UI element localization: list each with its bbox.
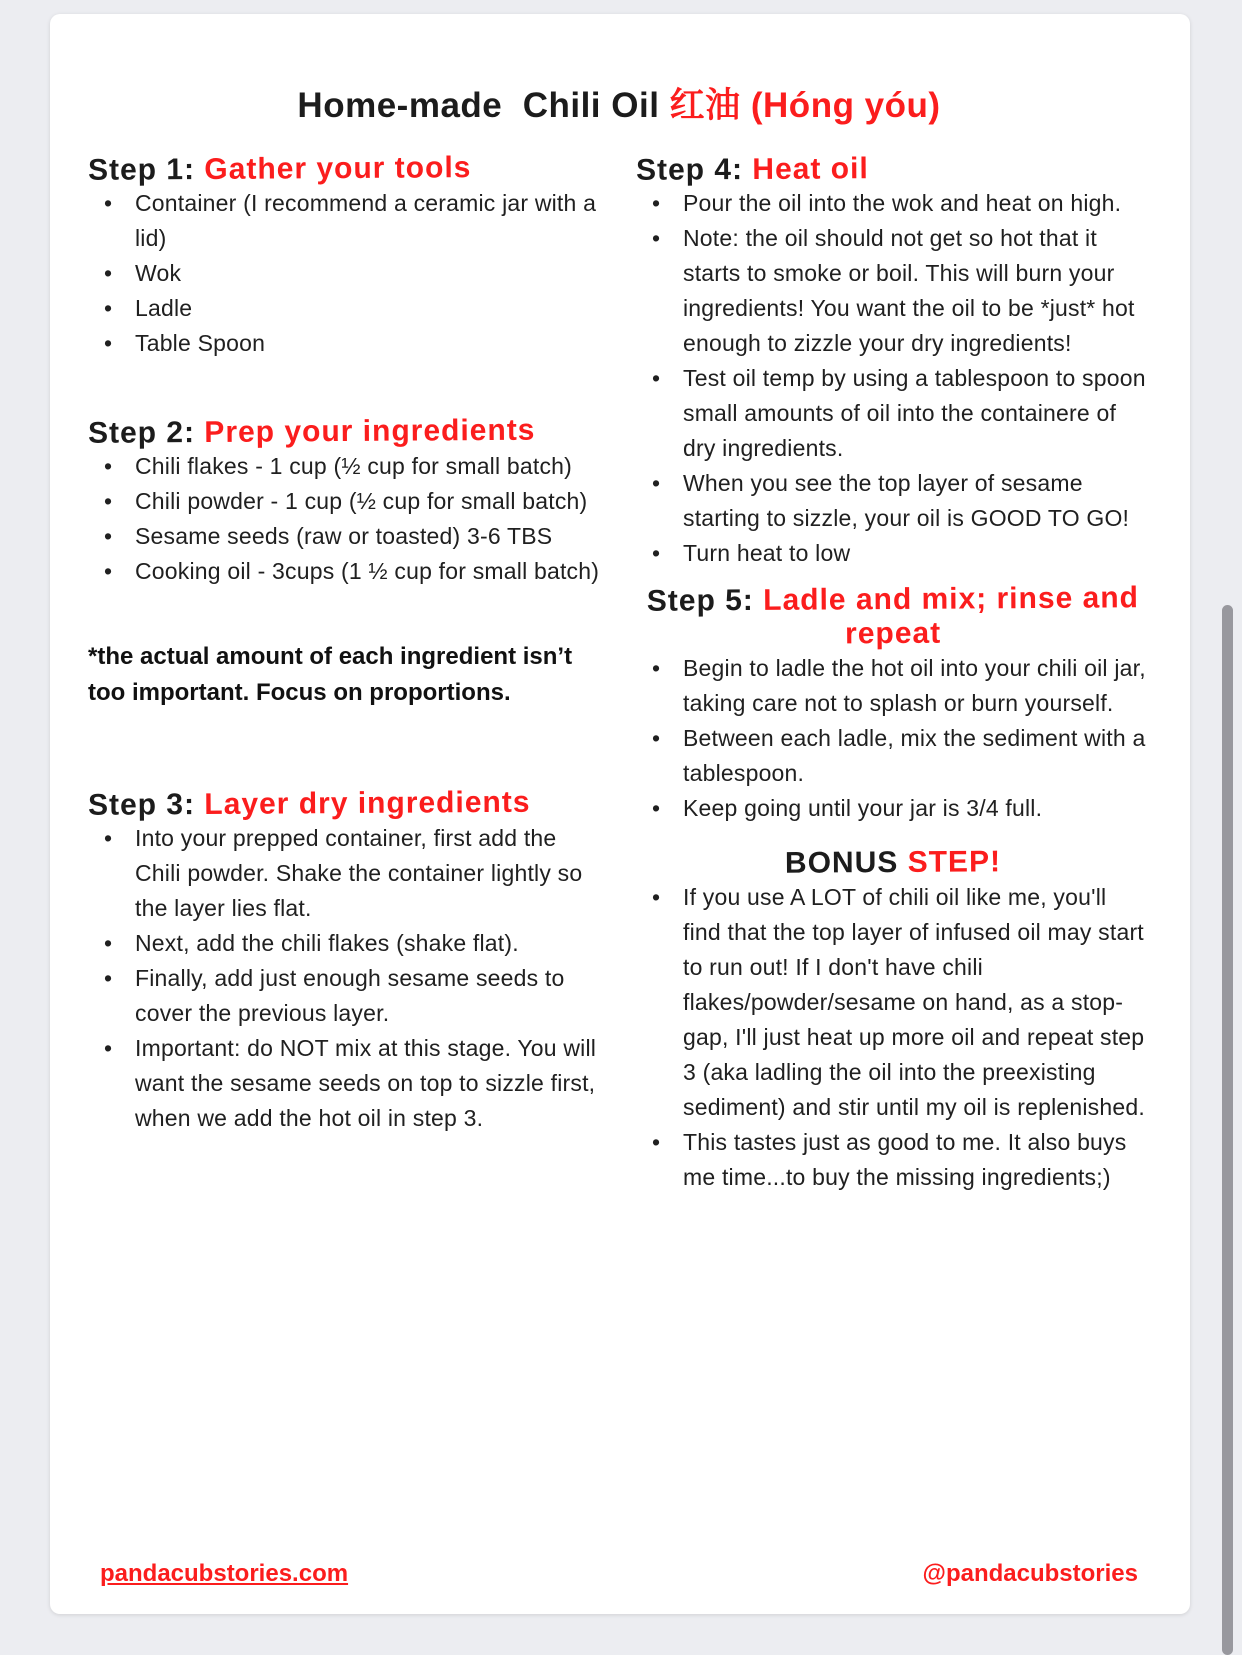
two-column-layout bbox=[88, 152, 1150, 1195]
list-item: • This tastes just as good to me. It also buys me time...to buy the missing ingredients;) bbox=[652, 1125, 1150, 1195]
bonus-name: STEP! bbox=[898, 845, 1002, 879]
list-item: • Into your prepped container, first add the Chili powder. Shake the container lightly so the layer lies flat. bbox=[104, 821, 602, 926]
step3-list bbox=[88, 821, 602, 1136]
step4-name: Heat oil bbox=[742, 152, 869, 187]
step5-label: Step 5: bbox=[646, 583, 754, 618]
list-item: • Pour the oil into the wok and heat on high. bbox=[652, 186, 1150, 221]
step1-name: Gather your tools bbox=[194, 151, 472, 187]
list-item: • Next, add the chili flakes (shake flat). bbox=[104, 926, 602, 961]
step2-label: Step 2: bbox=[87, 416, 196, 450]
step4-list bbox=[636, 186, 1150, 571]
list-item: • Cooking oil - 3cups (1 ½ cup for small batch) bbox=[104, 554, 602, 589]
list-item: • When you see the top layer of sesame starting to sizzle, your oil is GOOD TO GO! bbox=[652, 466, 1150, 536]
list-item: • Finally, add just enough sesame seeds to cover the previous layer. bbox=[104, 961, 602, 1031]
list-item: • Turn heat to low bbox=[652, 536, 1150, 571]
list-item: • Between each ladle, mix the sediment with a tablespoon. bbox=[652, 721, 1150, 791]
list-item: • Ladle bbox=[104, 291, 602, 326]
step2-name: Prep your ingredients bbox=[194, 413, 536, 450]
list-item: • Chili flakes - 1 cup (½ cup for small batch) bbox=[104, 449, 602, 484]
step4-header bbox=[636, 150, 1150, 188]
step4-label: Step 4: bbox=[635, 153, 744, 187]
right-column bbox=[636, 152, 1150, 1195]
proportions-note: *the actual amount of each ingredient isn’t too important. Focus on proportions. bbox=[88, 643, 573, 706]
step3-label: Step 3: bbox=[87, 788, 196, 822]
list-item: • Wok bbox=[104, 256, 602, 291]
step3-header bbox=[88, 785, 602, 823]
list-item: • If you use A LOT of chili oil like me, you'll find that the top layer of infused oil may start to run out! If I don't have chili flakes/powder/sesame on hand, as a stop-gap, I'll just heat up more oil and repeat step 3 (aka ladling the oil into the preexisting sediment) and stir until my oil is replenished. bbox=[652, 880, 1150, 1125]
recipe-page bbox=[50, 14, 1190, 1614]
list-item: • Begin to ladle the hot oil into your chili oil jar, taking care not to splash or burn yourself. bbox=[652, 651, 1150, 721]
step3-name: Layer dry ingredients bbox=[194, 785, 531, 822]
list-item: • Sesame seeds (raw or toasted) 3-6 TBS bbox=[104, 519, 602, 554]
bonus-list bbox=[636, 880, 1150, 1195]
step1-list bbox=[88, 186, 602, 361]
list-item: • Chili powder - 1 cup (½ cup for small batch) bbox=[104, 484, 602, 519]
page-footer bbox=[50, 1560, 1190, 1588]
bonus-step-header bbox=[636, 844, 1150, 882]
page-title bbox=[88, 78, 1150, 128]
step1-label: Step 1: bbox=[87, 153, 196, 187]
page-title-chinese: 红油 (Hóng yóu) bbox=[669, 86, 941, 125]
step2-header bbox=[88, 413, 602, 451]
scrollbar-thumb[interactable] bbox=[1222, 605, 1233, 1655]
step1-header bbox=[88, 150, 602, 188]
list-item: • Test oil temp by using a tablespoon to spoon small amounts of oil into the containere of dry ingredients. bbox=[652, 361, 1150, 466]
page-title-main: Home-made Chili Oil bbox=[297, 86, 670, 125]
step5-header bbox=[636, 581, 1150, 653]
website-link[interactable]: pandacubstories.com bbox=[100, 1560, 349, 1587]
step2-list bbox=[88, 449, 602, 589]
list-item: • Container (I recommend a ceramic jar with a lid) bbox=[104, 186, 602, 256]
step5-list bbox=[636, 651, 1150, 826]
social-handle-link[interactable]: @pandacubstories bbox=[922, 1560, 1138, 1587]
list-item: • Important: do NOT mix at this stage. You will want the sesame seeds on top to sizzle first, when we add the hot oil in step 3. bbox=[104, 1031, 602, 1136]
list-item: • Note: the oil should not get so hot that it starts to smoke or boil. This will burn your ingredients! You want the oil to be *just* hot enough to zizzle your dry ingredients! bbox=[652, 221, 1150, 361]
bonus-label: BONUS bbox=[784, 845, 899, 880]
list-item: • Keep going until your jar is 3/4 full. bbox=[652, 791, 1150, 826]
left-column bbox=[88, 152, 602, 1195]
list-item: • Table Spoon bbox=[104, 326, 602, 361]
step5-name: Ladle and mix; rinse and repeat bbox=[753, 581, 1140, 651]
